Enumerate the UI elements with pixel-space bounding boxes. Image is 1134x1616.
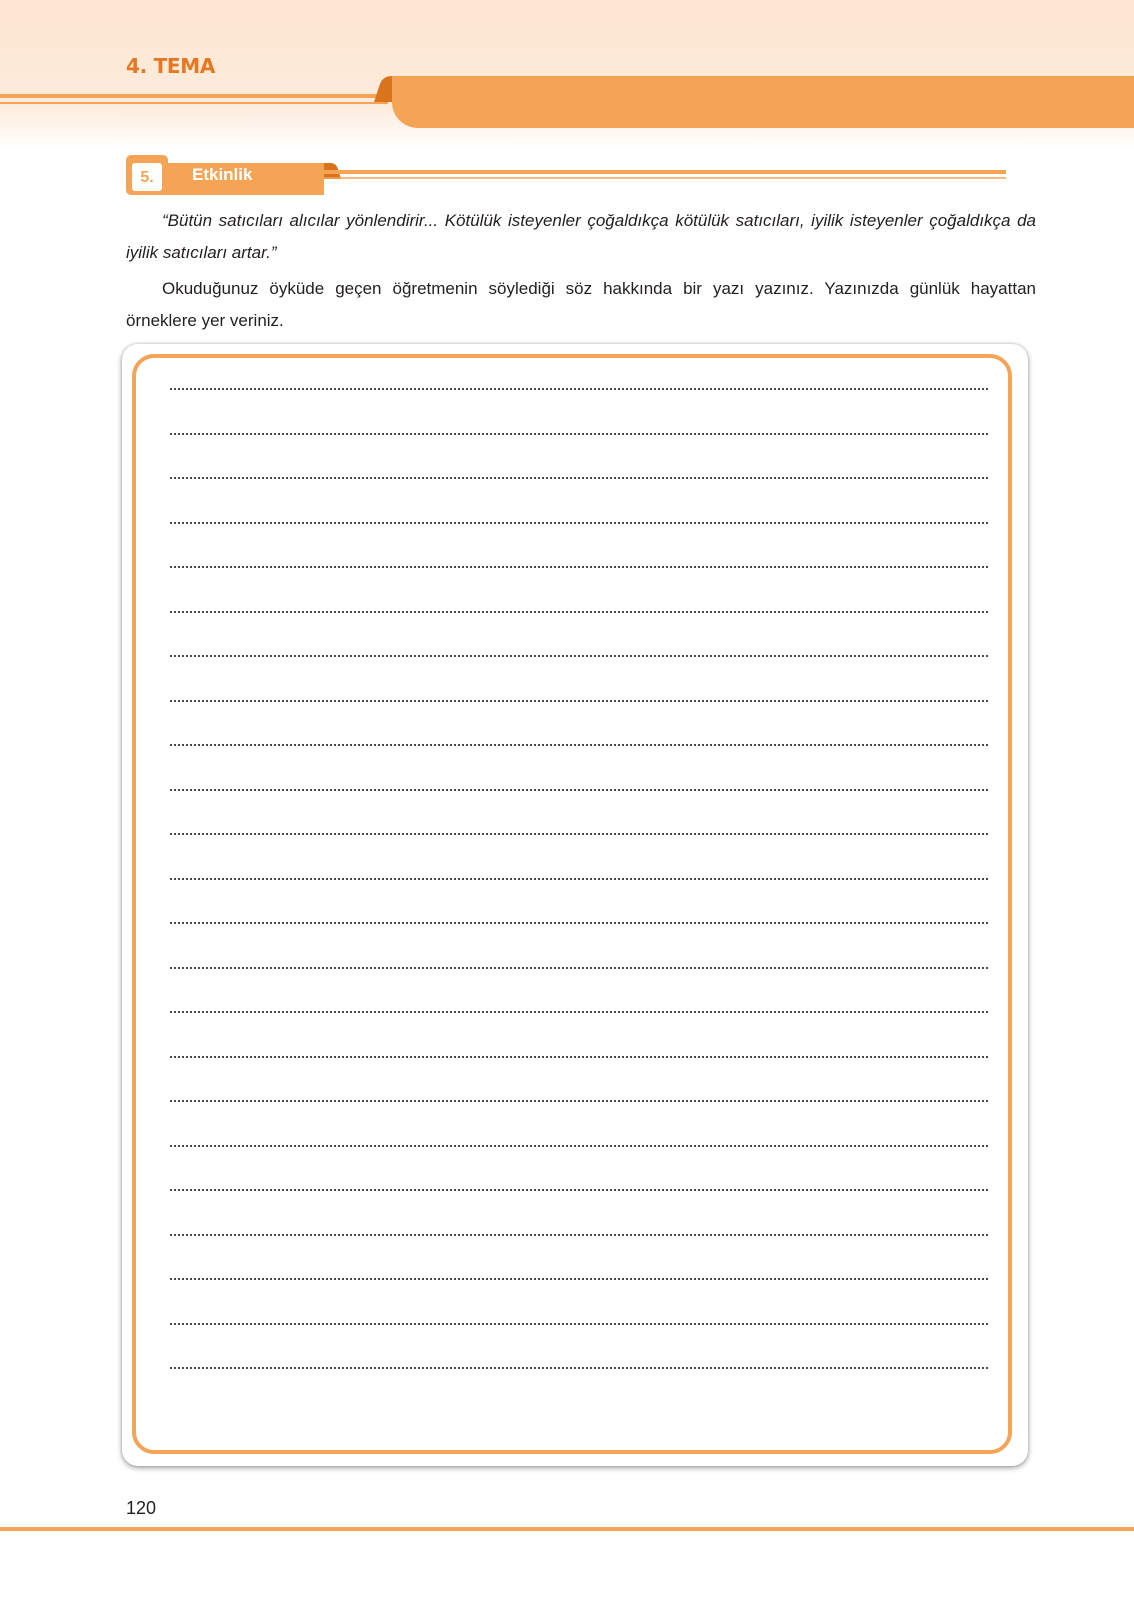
writing-line[interactable] bbox=[170, 922, 988, 924]
writing-line[interactable] bbox=[170, 1367, 988, 1369]
writing-line[interactable] bbox=[170, 522, 988, 524]
section-tab bbox=[392, 76, 1134, 192]
writing-line[interactable] bbox=[170, 789, 988, 791]
writing-line[interactable] bbox=[170, 1100, 988, 1102]
writing-line[interactable] bbox=[170, 655, 988, 657]
writing-line[interactable] bbox=[170, 388, 988, 390]
writing-line[interactable] bbox=[170, 433, 988, 435]
writing-line[interactable] bbox=[170, 1323, 988, 1325]
section-title: ERDEMLER bbox=[908, 168, 1030, 192]
page-number: 120 bbox=[126, 1498, 157, 1518]
writing-area bbox=[122, 344, 1028, 1466]
writing-line[interactable] bbox=[170, 744, 988, 746]
instruction-text: Okuduğunuz öyküde geçen öğretmenin söylediği söz hakkında bir yazı yazınız. Yazınızda günlük hayattan örneklere yer veriniz. bbox=[126, 279, 1036, 330]
activity-number: 5. bbox=[132, 163, 162, 191]
writing-area-border bbox=[132, 354, 1012, 1454]
writing-line[interactable] bbox=[170, 477, 988, 479]
activity-header bbox=[126, 155, 1036, 195]
writing-line[interactable] bbox=[170, 878, 988, 880]
writing-line[interactable] bbox=[170, 1145, 988, 1147]
writing-line[interactable] bbox=[170, 1011, 988, 1013]
quote-text: “Bütün satıcıları alıcılar yönlendirir... Kötülük isteyenler çoğaldıkça kötülük satıcıları, iyilik isteyenler çoğaldıkça da iyilik satıcıları artar.” bbox=[126, 211, 1036, 262]
writing-line[interactable] bbox=[170, 833, 988, 835]
writing-line[interactable] bbox=[170, 1278, 988, 1280]
writing-line[interactable] bbox=[170, 967, 988, 969]
activity-label: Etkinlik bbox=[192, 165, 253, 184]
activity-number-badge bbox=[126, 155, 168, 195]
footer-rule bbox=[0, 1527, 1134, 1531]
writing-line[interactable] bbox=[170, 1234, 988, 1236]
writing-line[interactable] bbox=[170, 566, 988, 568]
writing-line[interactable] bbox=[170, 611, 988, 613]
theme-label: 4. TEMA bbox=[126, 54, 216, 78]
writing-line[interactable] bbox=[170, 1189, 988, 1191]
writing-line[interactable] bbox=[170, 700, 988, 702]
writing-line[interactable] bbox=[170, 1056, 988, 1058]
